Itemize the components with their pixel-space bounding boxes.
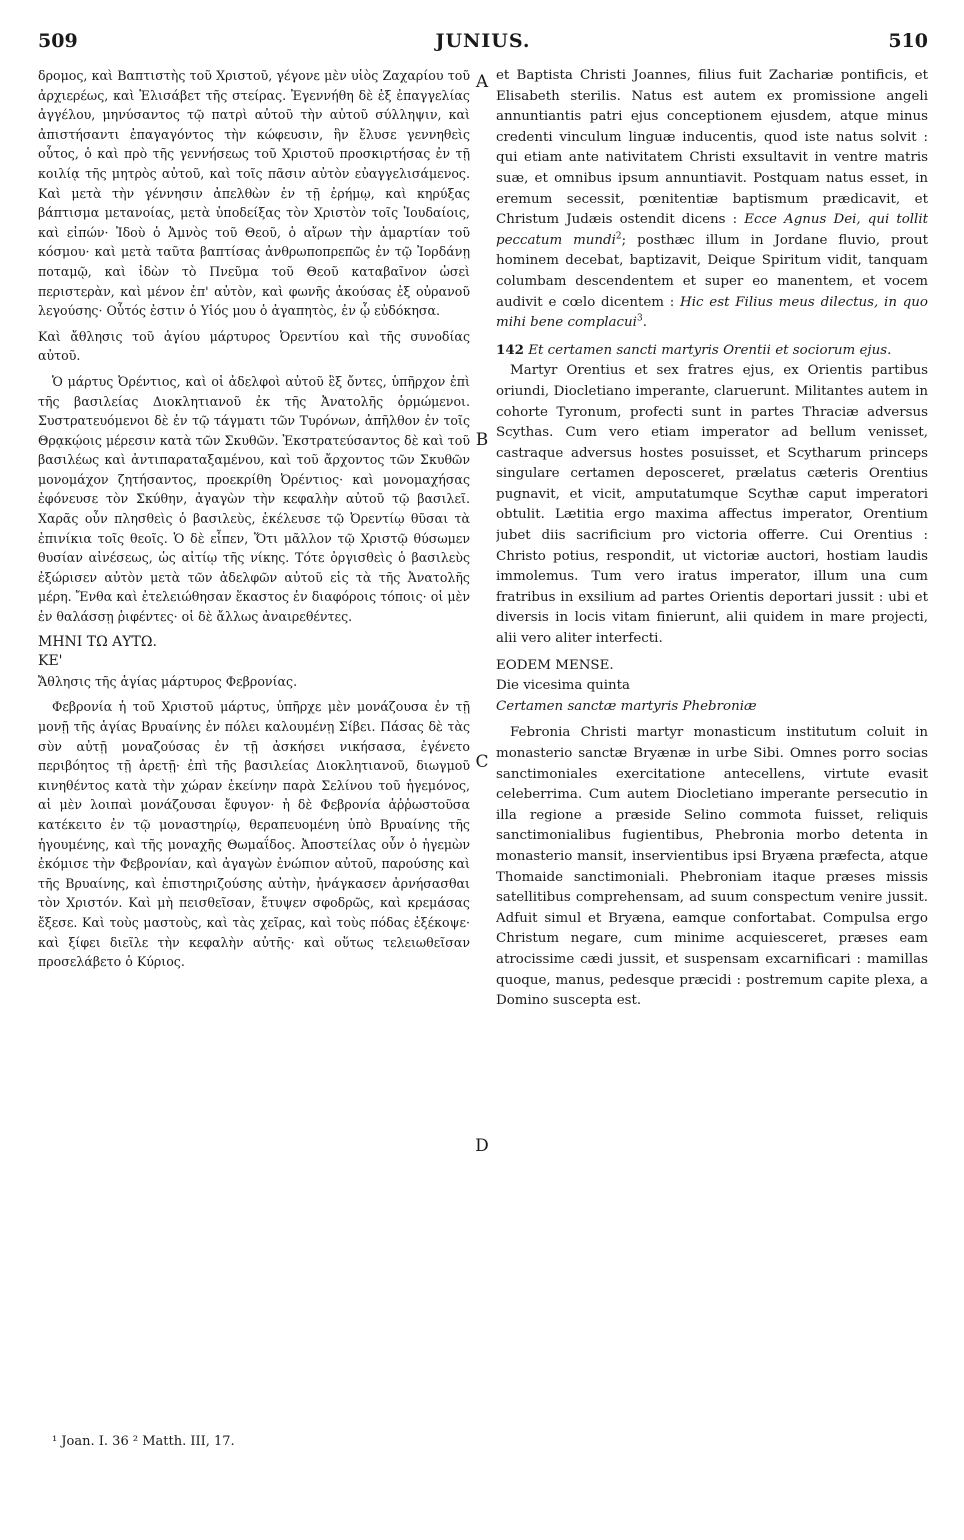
margin-letter-a: A — [475, 72, 489, 92]
latin-quote-agnus: Ecce Agnus Dei, qui tollit peccatum mundi — [496, 212, 928, 248]
latin-column — [496, 66, 928, 1426]
latin-day-heading: Die vicesima quinta — [496, 678, 631, 694]
greek-paragraph-orentius: Ὁ μάρτυς Ὀρέντιος, καὶ οἱ ἀδελφοὶ αὐτοῦ ἓξ ὄντες, ὑπῆρχον ἐπὶ τῆς βασιλείας Διοκλητιανοῦ ἐκ τῆς Ἀνατολῆς ὁρμώμενοι. Συστρατευόμενοι δὲ ἐν τῷ τάγματι τῶν Τυρόνων, ἀπῆλθον ἐν τοῖς Θρᾳκῴοις μέρεσιν κατὰ τῶν Σκυθῶν. Ἐκστρατεύσαντος δὲ καὶ τοῦ βασιλέως καὶ ἀντιπαραταξαμένου, καὶ τοῦ ἄρχοντος τῶν Σκυθῶν μονομάχον ζητήσαντος, προεκρίθη Ὀρέντιος· καὶ μονομαχήσας ἐφόνευσε τὸν Σκύθην, ἀγαγὼν τὴν κεφαλὴν αὐτοῦ τῷ βασιλεῖ. Χαρᾶς οὖν πλησθεὶς ὁ βασιλεὺς, ἐκέλευσε τῷ Ὀρεντίῳ θῦσαι τὰ ἐπινίκια τοῖς θεοῖς. Ὁ δὲ εἶπεν, Ὅτι μᾶλλον τῷ Χριστῷ θύσωμεν θυσίαν αἰνέσεως, ὡς αἰτίῳ τῆς νίκης. Τότε ὀργισθεὶς ὁ βασιλεὺς ἐξώρισεν αὐτὸν μετὰ τῶν ἀδελφῶν αὐτοῦ εἰς τὰ τῆς Ἀνατολῆς μέρη. Ἔνθα καὶ ἐτελειώθησαν ἕκαστος ἐν διαφόροις τόποις· οἱ μὲν ἐν θαλάσσῃ ῥιφέντες· οἱ δὲ ἄλλως ἀναιρεθέντες. — [38, 373, 470, 625]
footnotes: ¹ Joan. I. 36 ² Matth. III, 17. — [52, 1434, 235, 1449]
latin-month-heading: EODEM MENSE. — [496, 657, 614, 673]
latin-paragraph-orentius: Martyr Orentius et sex fratres ejus, ex Orientis partibus oriundi, Diocletiano imperante, claruerunt. Militantes autem in cohorte Tyronum, profecti sunt in partes Thraciæ adversus Scythas. Cum vero etiam imperator ad bellum venisset, castraque adversus hostes posuisset, et Scytharum princeps singulare certamen deposceret, prælatus cæteris Orentius pugnavit, et vicit, amputatumque Scythæ caput imperatori obtulit. Lætitia ergo maxima affectus imperator, Orentium jubet diis sacrificium pro victoria offerre. Cui Orentius : Christo potius, respondit, ut victoriæ auctori, hostiam laudis immolemus. Tum vero iratus imperator, illum una cum fratribus in exsilium ad partes Orientis deportari jussit : ubi et diversis in locis vitam finierunt, alii quidem in mare projecti, alii vero aliter interfecti. — [496, 363, 928, 647]
section-number: 142 — [496, 341, 524, 358]
page-header — [38, 30, 928, 60]
running-title: JUNIUS. — [435, 30, 531, 52]
page-number-right: 510 — [888, 30, 928, 52]
footnote-ref-2: 2 — [615, 231, 622, 242]
latin-orentius-title: Et certamen sancti martyris Orentii et sociorum ejus. — [528, 342, 892, 358]
page-number-left: 509 — [38, 30, 78, 52]
latin-section-heading — [496, 340, 928, 362]
greek-paragraph-john: δρομος, καὶ Βαπτιστὴς τοῦ Χριστοῦ, γέγονε μὲν υἱὸς Ζαχαρίου τοῦ ἀρχιερέως, καὶ Ἐλισάβετ τῆς στείρας. Ἐγεννήθη δὲ ἐξ ἐπαγγελίας ἀγγέλου, μηνύσαντος τῷ πατρὶ αὐτοῦ τὴν αὐτοῦ σύλληψιν, καὶ ἀπιστήσαντι ἐπαγαγόντος τὴν κώφευσιν, ἣν ἔλυσε γεννηθεὶς οὗτος, ὁ καὶ πρὸ τῆς γεννήσεως τοῦ Χριστοῦ προσκιρτήσας ἐν τῇ κοιλίᾳ τῆς μητρὸς αὐτοῦ, καὶ τοῖς πᾶσιν αὐτὸν εὐαγγελισάμενος. Καὶ μετὰ τὴν γέννησιν ἀπελθὼν ἐν τῇ ἐρήμῳ, καὶ κηρύξας βάπτισμα μετανοίας, μετὰ ὑποδείξας τὸν Χριστὸν τοῖς Ἰουδαίοις, καὶ εἰπών· Ἰδοὺ ὁ Ἀμνὸς τοῦ Θεοῦ, ὁ αἴρων τὴν ἁμαρτίαν τοῦ κόσμου· καὶ μετὰ ταῦτα βαπτίσας ἀνθρωποπρεπῶς ἐν τῷ Ἰορδάνῃ ποταμῷ, καὶ ἰδὼν τὸ Πνεῦμα τοῦ Θεοῦ καταβαῖνον ὡσεὶ περιστερὰν, καὶ μένον ἐπ' αὐτὸν, καὶ φωνῆς ἀκούσας ἐξ οὐρανοῦ λεγούσης· Οὗτός ἐστιν ὁ Υἱός μου ὁ ἀγαπητὸς, ἐν ᾧ εὐδόκησα. — [38, 68, 470, 319]
margin-letter-c: C — [475, 752, 489, 772]
greek-orentius-title: Καὶ ἄθλησις τοῦ ἁγίου μάρτυρος Ὀρεντίου καὶ τῆς συνοδίας αὐτοῦ. — [38, 328, 470, 364]
latin-john-end: . — [642, 315, 647, 331]
greek-column — [38, 66, 470, 1426]
margin-letter-d: D — [475, 1136, 489, 1156]
latin-paragraph-febronia: Febronia Christi martyr monasticum institutum coluit in monasterio sanctæ Bryænæ in urbe Sibi. Omnes porro socias sanctimoniales exercitatione antecellens, virtute evasit celeberrima. Cum autem Diocletiano imperante persecutio in illa regione a præside Selino commota fuisset, reliquis sanctimonialibus fugientibus, Phebronia morbo detenta in monasterio mansit, inservientibus ipsi Bryæna præfecta, atque Thomaide sanctimoniali. Phebroniam itaque præses missis satellitibus comprehensam, ad suum conspectum venire jussit. Adfuit simul et Bryæna, eamque confortabat. Compulsa ergo Christum negare, cum minime acquiesceret, præses eam atrocissime cædi jussit, et suspensam excarnificari : mamillas quoque, manus, pedesque præcidi : postremum capite plexa, a Domino suscepta est. — [496, 725, 928, 1009]
margin-letter-b: B — [475, 430, 489, 450]
latin-john-text-a: et Baptista Christi Joannes, filius fuit Zachariæ pontificis, et Elisabeth sterilis. Natus est autem ex promissione angeli annuntiantis patri ejus conceptionem ejusdem, atque minus credenti vinculum linguæ inducentis, quod iste natus solvit : qui etiam ante nativitatem Christi exsultavit in ventre matris suæ, et omnibus ipsum annuntiavit. Postquam natus esset, in eremum secessit, pœnitentiæ baptismum prædicavit, et Christum Judæis ostendit dicens : — [496, 68, 928, 228]
greek-month-heading: ΜΗΝΙ ΤΩ ΑΥΤΩ. — [38, 633, 157, 650]
greek-paragraph-febronia: Φεβρονία ἡ τοῦ Χριστοῦ μάρτυς, ὑπῆρχε μὲν μονάζουσα ἐν τῇ μονῇ τῆς ἁγίας Βρυαίνης ἐν πόλει καλουμένῃ Σίβει. Πάσας δὲ τὰς σὺν αὐτῇ μοναζούσας ἐν τῇ ἀσκήσει νικήσασα, ἐγένετο περιβόητος τῇ ἀρετῇ· ἐπὶ τῆς βασιλείας Διοκλητιανοῦ, διωγμοῦ κινηθέντος κατὰ τὴν χώραν ἐκείνην παρὰ Σελίνου τοῦ ἡγεμόνος, αἱ μὲν λοιπαὶ μονάζουσαι ἔφυγον· ἡ δὲ Φεβρονία ἀῤῥωστοῦσα κατέκειτο ἐν τῷ μοναστηρίῳ, θεραπευομένη ὑπὸ Βρυαίνης τῆς ἡγουμένης, καὶ τῆς μοναχῆς Θωμαΐδος. Ἀποστείλας οὖν ὁ ἡγεμὼν ἐκόμισε τὴν Φεβρονίαν, καὶ ἀγαγὼν ἐνώπιον αὐτοῦ, παρούσης καὶ τῆς Βρυαίνης, καὶ ἐπιστηριζούσης αὐτὴν, ἠνάγκασεν ἀρνήσασθαι τὸν Χριστόν. Καὶ μὴ πεισθεῖσαν, ἔτυψεν σφοδρῶς, καὶ κρεμάσας ἔξεσε. Καὶ τοὺς μαστοὺς, καὶ τὰς χεῖρας, καὶ τοὺς πόδας ἐξέκοψε· καὶ ξίφει διεῖλε τὴν κεφαλὴν αὐτῆς· καὶ οὕτως τελειωθεῖσαν προσελάβετο ὁ Κύριος. — [38, 699, 470, 970]
greek-day-heading: ΚΕ' — [38, 653, 63, 670]
latin-febronia-title: Certamen sanctæ martyris Phebroniæ — [496, 698, 757, 714]
footnote-ref-3: 3 — [636, 313, 643, 324]
latin-john-text-b: ; posthæc illum in Jordane fluvio, prout hominem decebat, baptizavit, Deique Spiritum vidit, tanquam columbam descendentem et super eo manentem, et vocem audivit e cœlo dicentem : — [496, 232, 928, 310]
greek-febronia-title: Ἄθλησις τῆς ἁγίας μάρτυρος Φεβρονίας. — [38, 673, 298, 689]
latin-paragraph-john — [496, 66, 928, 334]
latin-quote-filius: Hic est Filius meus dilectus, in quo mihi bene complacui — [496, 294, 928, 331]
